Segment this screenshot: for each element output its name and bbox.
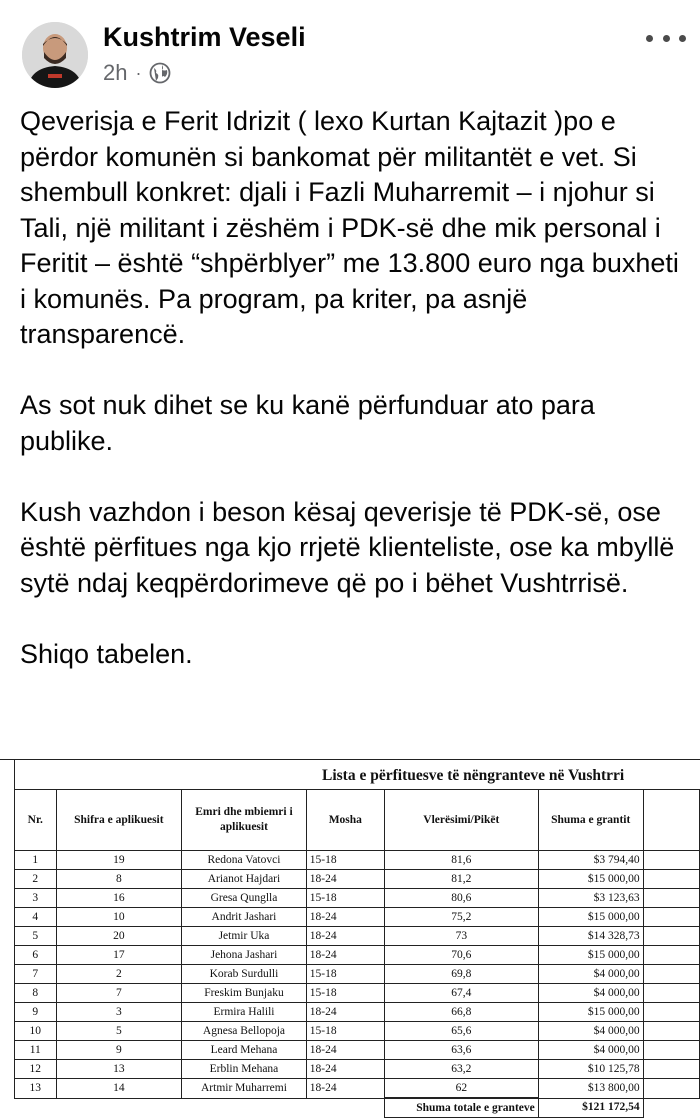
cell-vleresimi: 63,6 [384,1041,538,1060]
globe-icon[interactable] [149,62,171,84]
cell-shuma: $14 328,73 [538,927,643,946]
cell-nr: 11 [15,1041,57,1060]
cell-shuma: $4 000,00 [538,984,643,1003]
table-header-row [15,790,700,851]
cell-empty [643,946,699,965]
cell-emri: Artmir Muharremi [182,1079,307,1099]
cell-nr: 13 [15,1079,57,1099]
cell-shuma: $15 000,00 [538,908,643,927]
cell-empty [643,1060,699,1079]
cell-vleresimi: 73 [384,927,538,946]
table-top-border [0,759,700,760]
cell-empty [643,1022,699,1041]
cell-empty [643,1079,699,1099]
cell-mosha: 18-24 [306,1060,384,1079]
cell-emri: Andrit Jashari [182,908,307,927]
cell-shifra: 9 [56,1041,182,1060]
total-row [15,1098,700,1118]
header-mosha: Mosha [306,790,384,851]
cell-empty [643,965,699,984]
cell-emri: Leard Mehana [182,1041,307,1060]
cell-shuma: $15 000,00 [538,870,643,889]
cell-empty [643,1003,699,1022]
grants-table [14,789,700,1118]
cell-nr: 4 [15,908,57,927]
table-row [15,1041,700,1060]
cell-nr: 1 [15,851,57,870]
cell-nr: 10 [15,1022,57,1041]
cell-shuma: $13 800,00 [538,1079,643,1099]
cell-nr: 9 [15,1003,57,1022]
cell-shifra: 3 [56,1003,182,1022]
table-row [15,889,700,908]
cell-emri: Gresa Qunglla [182,889,307,908]
cell-emri: Jehona Jashari [182,946,307,965]
cell-nr: 12 [15,1060,57,1079]
cell-mosha: 15-18 [306,1022,384,1041]
header-vleresimi: Vlerësimi/Pikët [384,790,538,851]
table-row [15,927,700,946]
cell-shuma: $3 123,63 [538,889,643,908]
post-paragraph: Kush vazhdon i beson kësaj qeverisje të PDK-së, ose është përfitues nga kjo rrjetë klienteliste, ose ka mbyllë sytë ndaj keqpërdorimeve që po i bëhet Vushtrrisë. [20,496,675,598]
cell-vleresimi: 63,2 [384,1060,538,1079]
post-paragraph: Qeverisja e Ferit Idrizit ( lexo Kurtan Kajtazit )po e përdor komunën si bankomat për militantët e vet. Si shembull konkret: djali i Fazli Muharremit – i njohur si Tali, një militant i zëshëm i PDK-së dhe mik personal i Feritit – është “shpërblyer” me 13.800 euro nga buxheti i komunës. Pa program, pa kriter, pa asnjë transparencë. [20,106,679,349]
total-value: $121 172,54 [538,1098,643,1118]
header-shuma: Shuma e grantit [538,790,643,851]
more-dot-icon [646,35,653,42]
cell-emri: Agnesa Bellopoja [182,1022,307,1041]
header-shifra: Shifra e aplikuesit [56,790,182,851]
avatar-photo [22,22,88,88]
cell-nr: 6 [15,946,57,965]
cell-shuma: $15 000,00 [538,1003,643,1022]
cell-shuma: $4 000,00 [538,1022,643,1041]
more-dot-icon [663,35,670,42]
cell-mosha: 15-18 [306,889,384,908]
table-title: Lista e përfituesve të nëngranteve në Vushtrri [322,767,625,784]
cell-empty [643,1041,699,1060]
cell-empty [643,870,699,889]
cell-shifra: 13 [56,1060,182,1079]
post-image-table[interactable] [0,757,700,1119]
post-meta [103,60,171,86]
cell-empty [643,927,699,946]
cell-shuma: $10 125,78 [538,1060,643,1079]
cell-empty [643,908,699,927]
cell-shuma: $3 794,40 [538,851,643,870]
cell-shuma: $4 000,00 [538,965,643,984]
post-time[interactable]: 2h [103,60,128,85]
cell-shifra: 10 [56,908,182,927]
cell-shuma: $4 000,00 [538,1041,643,1060]
cell-nr: 7 [15,965,57,984]
cell-emri: Erblin Mehana [182,1060,307,1079]
author-name[interactable]: Kushtrim Veseli [103,22,306,52]
cell-mosha: 18-24 [306,1041,384,1060]
cell-shifra: 14 [56,1079,182,1099]
header-empty [643,790,699,851]
cell-vleresimi: 65,6 [384,1022,538,1041]
cell-mosha: 18-24 [306,1003,384,1022]
cell-nr: 2 [15,870,57,889]
cell-vleresimi: 70,6 [384,946,538,965]
cell-shifra: 20 [56,927,182,946]
cell-nr: 8 [15,984,57,1003]
cell-emri: Ermira Halili [182,1003,307,1022]
post-paragraph: Shiqo tabelen. [20,638,193,669]
table-row [15,1079,700,1099]
table-row [15,1060,700,1079]
cell-emri: Korab Surdulli [182,965,307,984]
cell-vleresimi: 81,2 [384,870,538,889]
more-options-button[interactable] [646,26,686,50]
cell-empty [643,851,699,870]
table-row [15,870,700,889]
cell-emri: Redona Vatovci [182,851,307,870]
post-paragraph: As sot nuk dihet se ku kanë përfunduar ato para publike. [20,390,595,456]
cell-mosha: 15-18 [306,965,384,984]
cell-shuma: $15 000,00 [538,946,643,965]
cell-vleresimi: 81,6 [384,851,538,870]
header-emri: Emri dhe mbiemri i aplikuesit [182,790,307,851]
table-row [15,965,700,984]
total-label: Shuma totale e granteve [384,1098,538,1118]
cell-vleresimi: 67,4 [384,984,538,1003]
cell-mosha: 18-24 [306,870,384,889]
post-body [20,104,686,672]
header-nr: Nr. [15,790,57,851]
cell-emri: Arianot Hajdari [182,870,307,889]
cell-vleresimi: 69,8 [384,965,538,984]
table-left-border [14,759,15,789]
table-row [15,1022,700,1041]
table-row [15,851,700,870]
cell-emri: Freskim Bunjaku [182,984,307,1003]
cell-nr: 3 [15,889,57,908]
cell-shifra: 17 [56,946,182,965]
cell-shifra: 8 [56,870,182,889]
cell-vleresimi: 66,8 [384,1003,538,1022]
cell-shifra: 7 [56,984,182,1003]
cell-empty [643,984,699,1003]
table-row [15,1003,700,1022]
cell-shifra: 19 [56,851,182,870]
cell-empty [643,889,699,908]
avatar[interactable] [22,22,88,88]
post-header [0,0,700,110]
cell-shifra: 16 [56,889,182,908]
table-row [15,984,700,1003]
cell-mosha: 15-18 [306,851,384,870]
meta-separator: · [135,62,142,83]
cell-mosha: 18-24 [306,908,384,927]
cell-vleresimi: 75,2 [384,908,538,927]
table-row [15,946,700,965]
cell-mosha: 15-18 [306,984,384,1003]
cell-emri: Jetmir Uka [182,927,307,946]
cell-vleresimi: 80,6 [384,889,538,908]
more-dot-icon [679,35,686,42]
cell-mosha: 18-24 [306,927,384,946]
table-row [15,908,700,927]
cell-shifra: 5 [56,1022,182,1041]
cell-mosha: 18-24 [306,1079,384,1099]
cell-shifra: 2 [56,965,182,984]
cell-vleresimi: 62 [384,1079,538,1099]
cell-nr: 5 [15,927,57,946]
cell-mosha: 18-24 [306,946,384,965]
